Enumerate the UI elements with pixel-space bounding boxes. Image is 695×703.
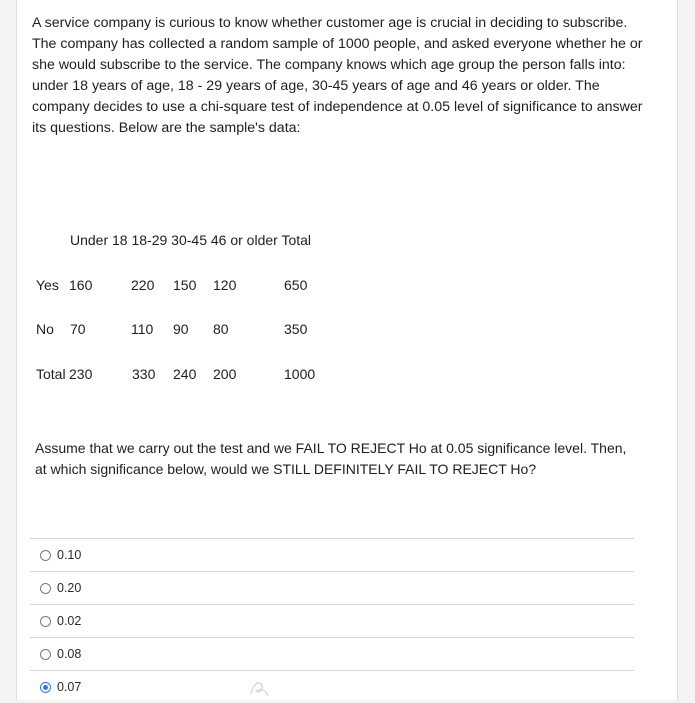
option-label: 0.20 [57, 581, 82, 595]
cell-30-45: 240 [173, 366, 197, 382]
cell-30-45: 150 [173, 277, 197, 293]
radio-button[interactable] [40, 550, 51, 561]
option-4[interactable] [30, 670, 634, 703]
table-header: Under 18 18-29 30-45 46 or older Total [70, 232, 312, 248]
option-label: 0.10 [57, 548, 82, 562]
option-label: 0.02 [57, 614, 82, 628]
row-label: Yes [36, 277, 59, 293]
cell-46-older: 80 [213, 321, 229, 337]
cell-under-18: 70 [70, 321, 86, 337]
cell-46-older: 200 [213, 366, 237, 382]
radio-button[interactable] [40, 583, 51, 594]
cell-18-29: 220 [131, 277, 155, 293]
cell-total: 350 [284, 321, 308, 337]
option-3[interactable] [30, 637, 634, 670]
cell-under-18: 160 [69, 277, 93, 293]
option-0[interactable] [30, 538, 634, 571]
cell-total: 650 [284, 277, 308, 293]
answer-options [30, 538, 634, 703]
row-label: Total [36, 366, 66, 382]
row-label: No [36, 321, 54, 337]
cell-30-45: 90 [173, 321, 189, 337]
option-2[interactable] [30, 604, 634, 637]
radio-button[interactable] [40, 649, 51, 660]
cell-18-29: 110 [131, 321, 154, 337]
option-label: 0.07 [57, 680, 82, 694]
option-1[interactable] [30, 571, 634, 604]
problem-statement: A service company is curious to know whether customer age is crucial in deciding to subscribe. The company has collected a random sample of 1000 people, and asked everyone whether he or she would subscribe to the service. The company knows which age group the person falls into: under 18 years of age, 18 - 29 years of age, 30-45 years of age and 46 years or older. The company decides to use a chi-square test of independence at 0.05 level of significance to answer its questions. Below are the sample's data: [32, 15, 643, 136]
radio-button-selected[interactable] [40, 682, 51, 693]
pen-scribble-icon [248, 676, 272, 698]
cell-46-older: 120 [213, 277, 237, 293]
cell-total: 1000 [284, 366, 316, 382]
cell-18-29: 330 [132, 366, 156, 382]
cell-under-18: 230 [69, 366, 93, 382]
option-label: 0.08 [57, 647, 82, 661]
radio-button[interactable] [40, 616, 51, 627]
question-text: Assume that we carry out the test and we FAIL TO REJECT Ho at 0.05 significance level. Then, at which significance below, would we STILL DEFINITELY FAIL TO REJECT Ho? [35, 440, 627, 477]
